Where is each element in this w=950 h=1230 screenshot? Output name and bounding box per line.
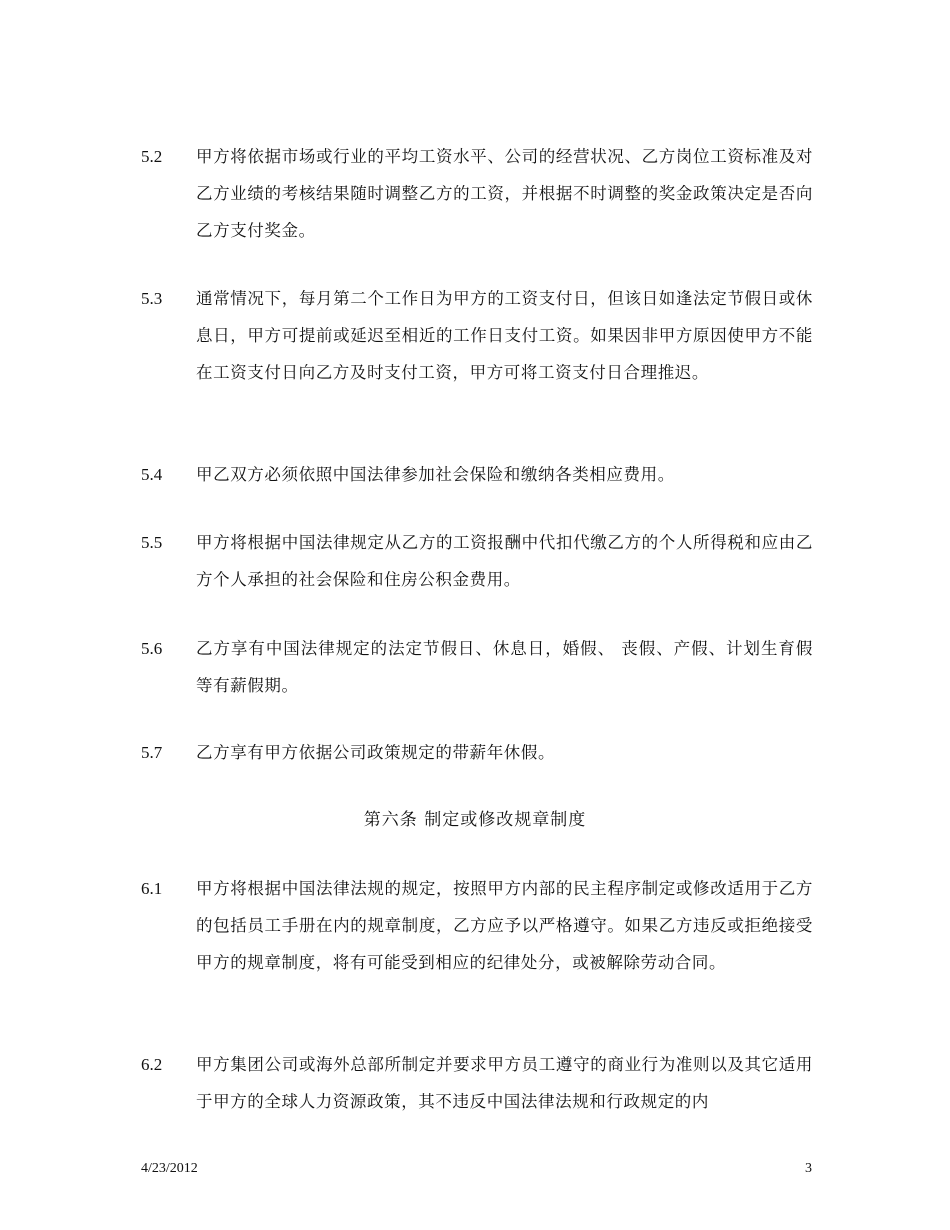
clause-number: 5.2 bbox=[141, 147, 163, 166]
clause-text: 甲方将依据市场或行业的平均工资水平、公司的经营状况、乙方岗位工资标准及对乙方业绩的考核结果随时调整乙方的工资，并根据不时调整的奖金政策决定是否向乙方支付奖金。 bbox=[196, 147, 813, 240]
clause-number: 5.7 bbox=[141, 743, 163, 762]
footer-page-number: 3 bbox=[805, 1161, 812, 1176]
clause-number: 5.5 bbox=[141, 533, 163, 552]
clause-text: 甲方集团公司或海外总部所制定并要求甲方员工遵守的商业行为准则以及其它适用于甲方的全球人力资源政策，其不违反中国法律法规和行政规定的内 bbox=[196, 1055, 813, 1111]
footer-date: 4/23/2012 bbox=[141, 1161, 198, 1176]
clause-number: 5.6 bbox=[141, 639, 163, 658]
clause-number: 5.3 bbox=[141, 289, 163, 308]
clause-text: 甲乙双方必须依照中国法律参加社会保险和缴纳各类相应费用。 bbox=[196, 465, 675, 484]
clause-number: 5.4 bbox=[141, 465, 163, 484]
section-heading: 第六条 制定或修改规章制度 bbox=[363, 810, 587, 830]
clause-text: 通常情况下，每月第二个工作日为甲方的工资支付日，但该日如逢法定节假日或休息日，甲方可提前或延迟至相近的工作日支付工资。如果因非甲方原因使甲方不能在工资支付日向乙方及时支付工资，甲方可将工资支付日合理推迟。 bbox=[196, 289, 813, 382]
clause-text: 甲方将根据中国法律规定从乙方的工资报酬中代扣代缴乙方的个人所得税和应由乙方个人承担的社会保险和住房公积金费用。 bbox=[196, 533, 813, 589]
clause-number: 6.1 bbox=[141, 879, 163, 898]
clause-text: 乙方享有中国法律规定的法定节假日、休息日，婚假、 丧假、产假、计划生育假等有薪假期。 bbox=[196, 639, 813, 695]
clause-number: 6.2 bbox=[141, 1055, 163, 1074]
clause-text: 甲方将根据中国法律法规的规定，按照甲方内部的民主程序制定或修改适用于乙方的包括员工手册在内的规章制度，乙方应予以严格遵守。如果乙方违反或拒绝接受甲方的规章制度，将有可能受到相应的纪律处分，或被解除劳动合同。 bbox=[196, 879, 813, 972]
clause-text: 乙方享有甲方依据公司政策规定的带薪年休假。 bbox=[196, 743, 556, 762]
